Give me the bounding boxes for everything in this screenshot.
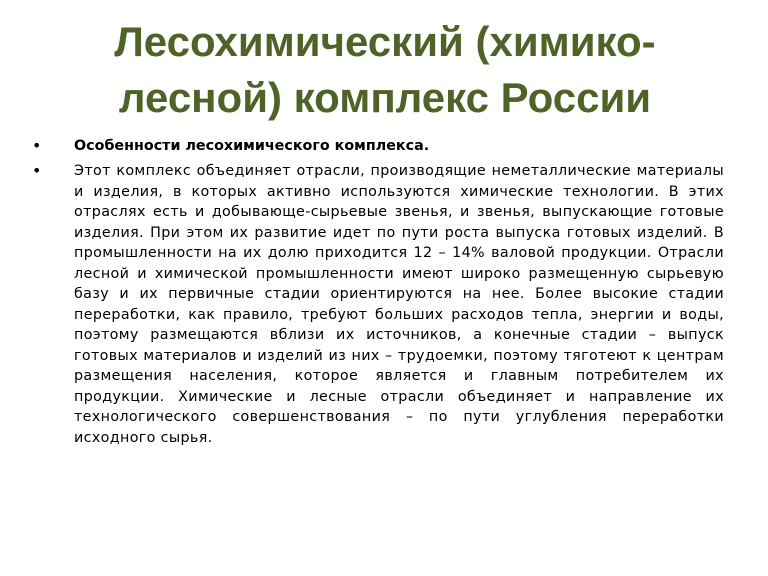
- bullet-item-body: [28, 161, 724, 448]
- slide-content: [28, 136, 724, 448]
- bullet-heading-text: Особенности лесохимического комплекса.: [74, 138, 430, 154]
- bullet-item-heading: [28, 136, 724, 156]
- bullet-icon: •: [32, 161, 42, 180]
- bullet-icon: •: [32, 136, 42, 155]
- slide-title-line-1: Лесохимический (химико-: [114, 18, 656, 65]
- bullet-body-text: Этот комплекс объединяет отрасли, производящие неметаллические материалы и изделия, в которых активно используются химические технологии. В этих отраслях есть и добывающе-сырьевые звенья, и звенья, выпускающие готовые изделия. При этом их развитие идет по пути роста выпуска готовых изделий. В промышленности на их долю приходится 12 – 14% валовой продукции. Отрасли лесной и химической промышленности имеют широко размещенную сырьевую базу и их первичные стадии ориентируются на нее. Более высокие стадии переработки, как правило, требуют больших расходов тепла, энергии и воды, поэтому размещаются вблизи их источников, а конечные стадии – выпуск готовых материалов и изделий из них – трудоемки, поэтому тяготеют к центрам размещения населения, которое является и главным потребителем их продукции. Химические и лесные отрасли объединяет и направление их технологического совершенствования – по пути углубления переработки исходного сырья.: [74, 163, 724, 446]
- slide-title: [40, 14, 730, 126]
- slide-title-line-2: лесной) комплекс России: [118, 74, 652, 121]
